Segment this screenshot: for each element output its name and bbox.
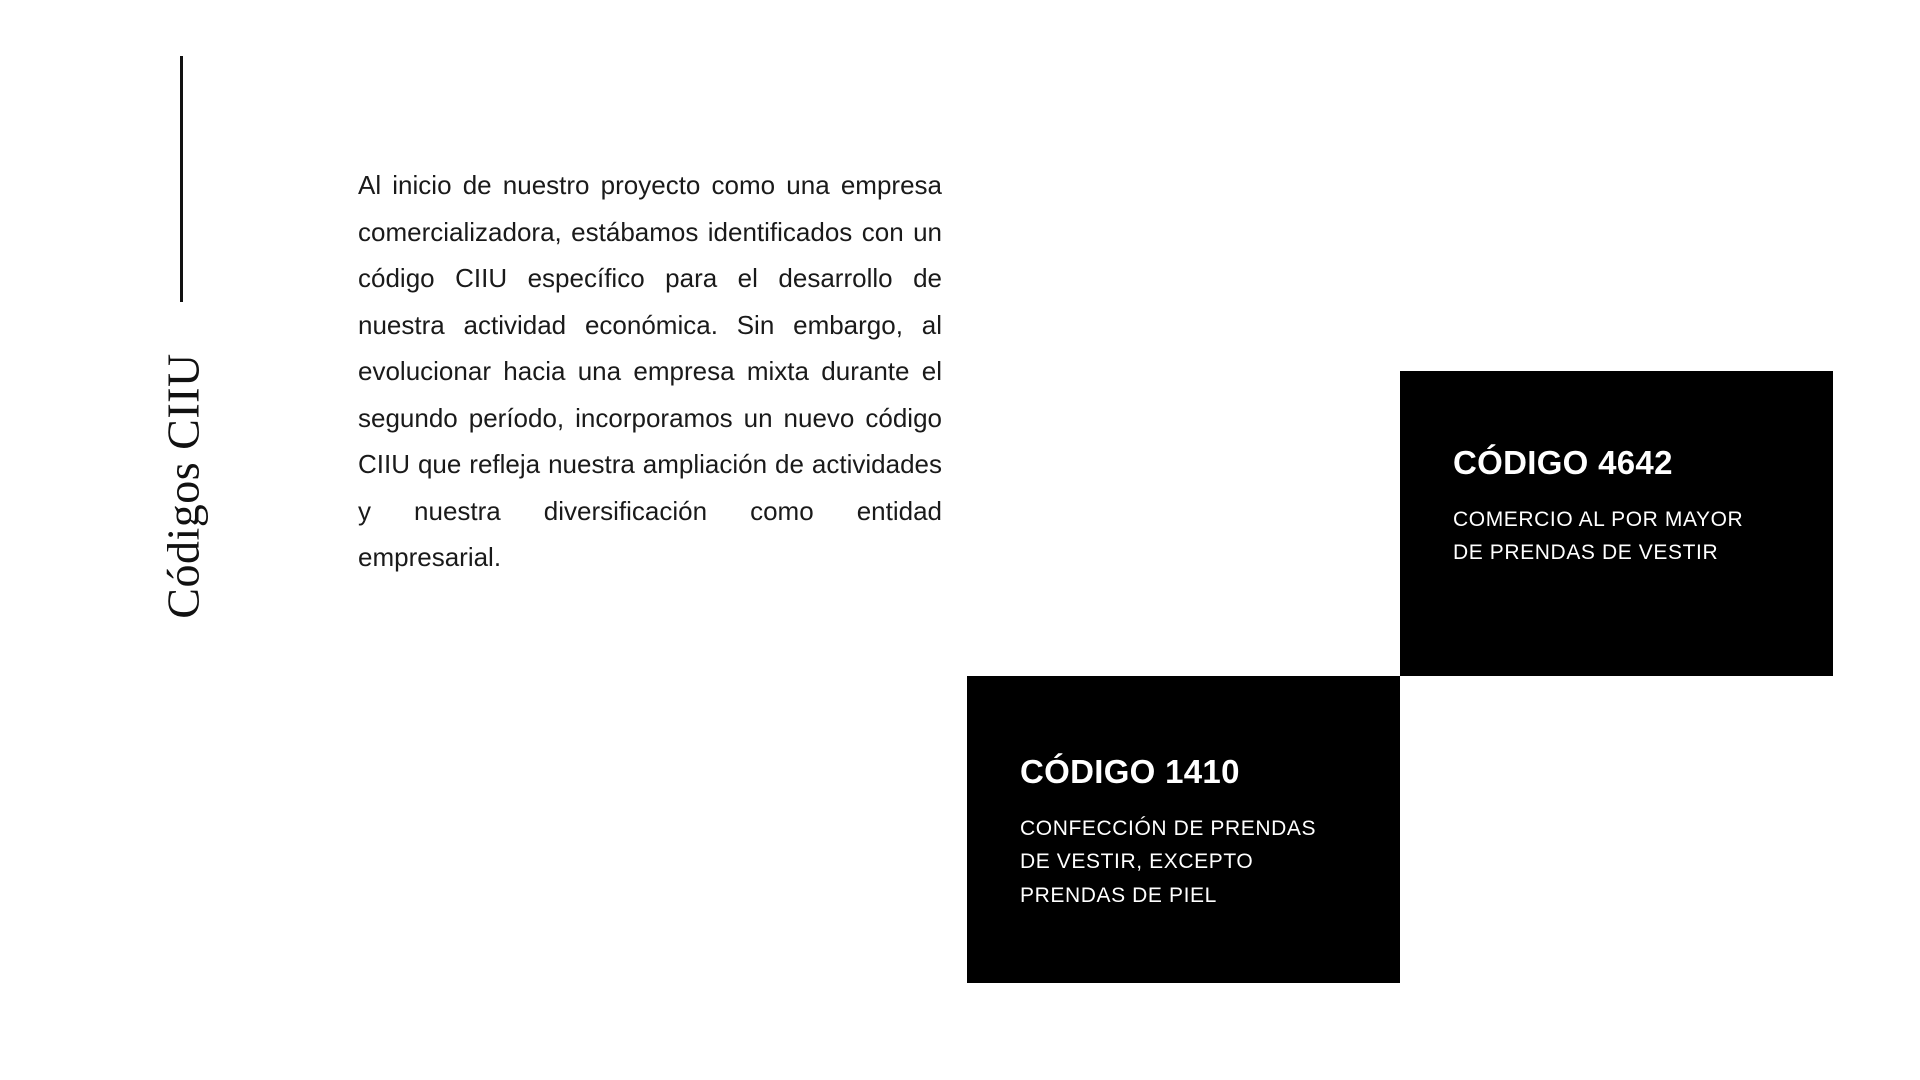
code-card-description-line: CONFECCIÓN DE PRENDAS — [1020, 816, 1317, 840]
code-card-description-line: COMERCIO AL POR MAYOR — [1453, 507, 1744, 531]
intro-paragraph: Al inicio de nuestro proyecto como una empresa comercializadora, estábamos identificados con un código CIIU específico para el desarrollo de nuestra actividad económica. Sin embargo, al evolucionar hacia una empresa mixta durante el segundo período, incorporamos un nuevo código CIIU que refleja nuestra ampliación de actividades y nuestra diversificación como entidad empresarial. — [358, 170, 942, 572]
code-card-description — [1020, 812, 1360, 913]
code-card-description-line: DE VESTIR, EXCEPTO — [1020, 850, 1254, 874]
page-title: Códigos CIIU — [157, 353, 209, 619]
code-card-description-line: DE PRENDAS DE VESTIR — [1453, 541, 1719, 565]
code-card-description — [1453, 503, 1793, 570]
code-card-description-line: PRENDAS DE PIEL — [1020, 883, 1217, 907]
code-card-4642 — [1400, 371, 1833, 676]
code-card-title: CÓDIGO 1410 — [1020, 753, 1240, 790]
code-card-title: CÓDIGO 4642 — [1453, 444, 1673, 481]
vertical-divider-line — [180, 56, 183, 302]
code-card-1410 — [967, 676, 1400, 983]
